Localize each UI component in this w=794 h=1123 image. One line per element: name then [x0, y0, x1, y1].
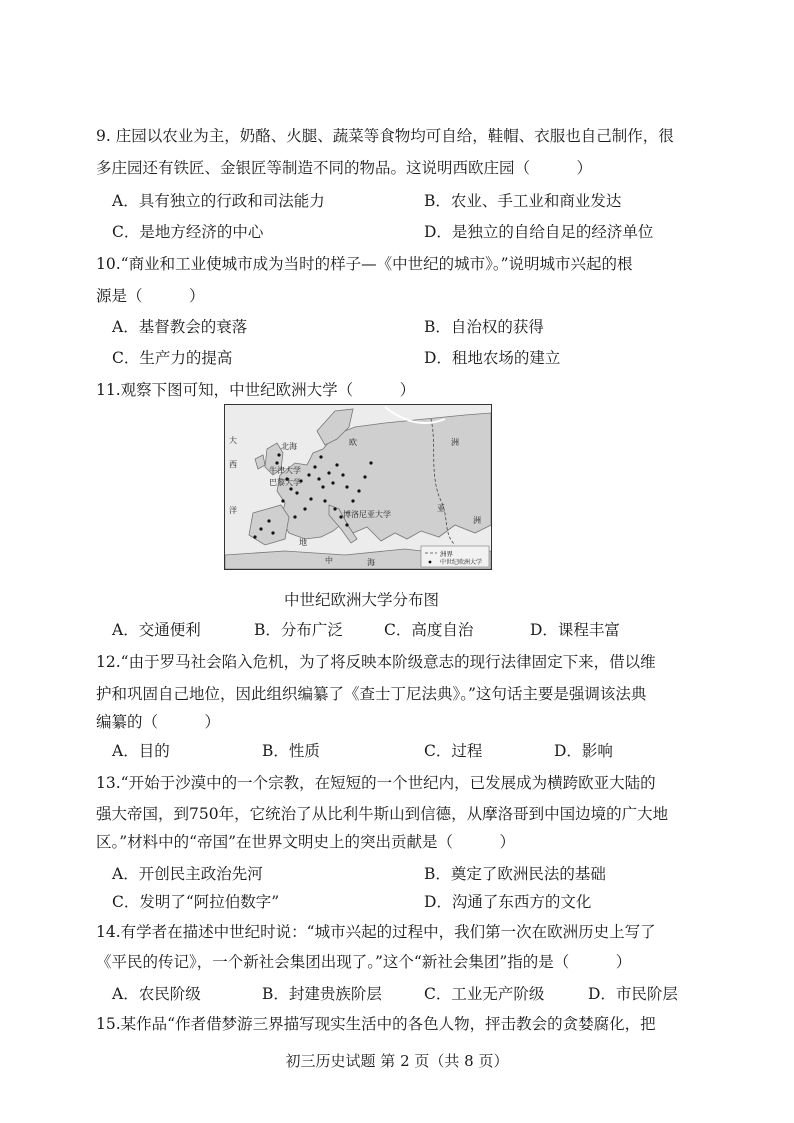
q12-option-c: C．过程: [424, 742, 483, 760]
q11-option-b: B．分布广泛: [254, 621, 343, 639]
page-footer: 初三历史试题 第 2 页（共 8 页）: [285, 1052, 509, 1070]
q14-option-b: B．封建贵族阶层: [262, 985, 382, 1003]
q14-option-a: A．农民阶级: [112, 985, 201, 1003]
q11-map-caption: 中世纪欧洲大学分布图: [284, 591, 440, 609]
q12-stem-line1: 12.“由于罗马社会陷入危机，为了将反映本阶级意志的现行法律固定下来，借以维: [96, 653, 656, 671]
map-label: 博洛尼亚大学: [343, 510, 391, 519]
q9-option-a: A．具有独立的行政和司法能力: [112, 192, 325, 210]
q14-stem-line2: 《平民的传记》，一个新社会集团出现了。”这个“新社会集团”指的是（ ）: [96, 953, 632, 971]
q10-option-d: D．租地农场的建立: [424, 349, 561, 367]
map-label: 海: [367, 558, 375, 567]
q15-stem-line1: 15.某作品“作者借梦游三界描写现实生活中的各色人物，抨击教会的贪婪腐化，把: [96, 1015, 656, 1033]
q13-option-a: A．开创民主政治先河: [112, 865, 263, 883]
q13-stem-line1: 13.“开始于沙漠中的一个宗教，在短短的一个世纪内，已发展成为横跨欧亚大陆的: [96, 774, 656, 792]
q10-option-c: C．生产力的提高: [112, 349, 233, 367]
map-label: 北海: [281, 442, 297, 451]
map-label: 西: [229, 460, 237, 469]
map-label: 地: [299, 538, 307, 547]
q13-option-c: C．发明了“阿拉伯数字”: [112, 893, 280, 911]
q13-stem-line2: 强大帝国，到750年，它统治了从比利牛斯山到信德，从摩洛哥到中国边境的广大地: [96, 805, 669, 823]
map-label: 洋: [229, 506, 237, 515]
q10-option-b: B．自治权的获得: [424, 318, 544, 336]
map-label: 欧: [349, 438, 357, 447]
q10-stem-line2: 源是（ ）: [96, 287, 205, 305]
q14-stem-line1: 14.有学者在描述中世纪时说：“城市兴起的过程中，我们第一次在欧洲历史上写了: [96, 923, 656, 941]
q14-option-c: C．工业无产阶级: [424, 985, 545, 1003]
map-label: 中: [325, 556, 333, 565]
legend-boundary-label: 洲界: [440, 550, 453, 558]
q11-stem: 11.观察下图可知，中世纪欧洲大学（ ）: [96, 381, 416, 399]
q11-option-d: D．课程丰富: [530, 621, 620, 639]
map-legend: [421, 546, 489, 567]
q12-stem-line2: 护和巩固自己地位，因此组织编纂了《查士丁尼法典》。”这句话主要是强调该法典: [96, 685, 647, 703]
q12-stem-line3: 编纂的（ ）: [96, 713, 221, 731]
q9-option-b: B．农业、手工业和商业发达: [424, 192, 622, 210]
q10-stem-line1: 10.“商业和工业使城市成为当时的样子—《中世纪的城市》。”说明城市兴起的根: [96, 255, 633, 273]
map-label: 亚: [437, 504, 445, 513]
map-label: 牛津大学: [269, 466, 301, 475]
q14-option-d: D．市民阶层: [588, 985, 678, 1003]
q11-option-a: A．交通便利: [112, 621, 201, 639]
q9-option-c: C．是地方经济的中心: [112, 223, 264, 241]
map-label: 洲: [473, 516, 481, 525]
q13-option-b: B．奠定了欧洲民法的基础: [424, 865, 606, 883]
q12-option-a: A．目的: [112, 742, 170, 760]
map-label: 巴黎大学: [269, 478, 301, 487]
legend-university-label: 中世纪欧洲大学: [440, 559, 483, 566]
q9-stem-line2: 多庄园还有铁匠、金银匠等制造不同的物品。这说明西欧庄园（ ）: [96, 159, 593, 177]
q13-stem-line3: 区。”材料中的“帝国”在世界文明史上的突出贡献是（ ）: [96, 833, 516, 851]
q12-option-b: B．性质: [262, 742, 320, 760]
map-label: 洲: [451, 438, 459, 447]
q13-option-d: D．沟通了东西方的文化: [424, 893, 592, 911]
q9-option-d: D．是独立的自给自足的经济单位: [424, 223, 654, 241]
q11-option-c: C．高度自治: [384, 621, 474, 639]
q9-stem-line1: 9. 庄园以农业为主，奶酪、火腿、蔬菜等食物均可自给，鞋帽、衣服也自己制作，很: [96, 127, 674, 145]
europe-universities-map: [224, 404, 492, 570]
q10-option-a: A．基督教会的衰落: [112, 318, 248, 336]
map-label: 大: [229, 436, 237, 445]
q12-option-d: D．影响: [554, 742, 613, 760]
